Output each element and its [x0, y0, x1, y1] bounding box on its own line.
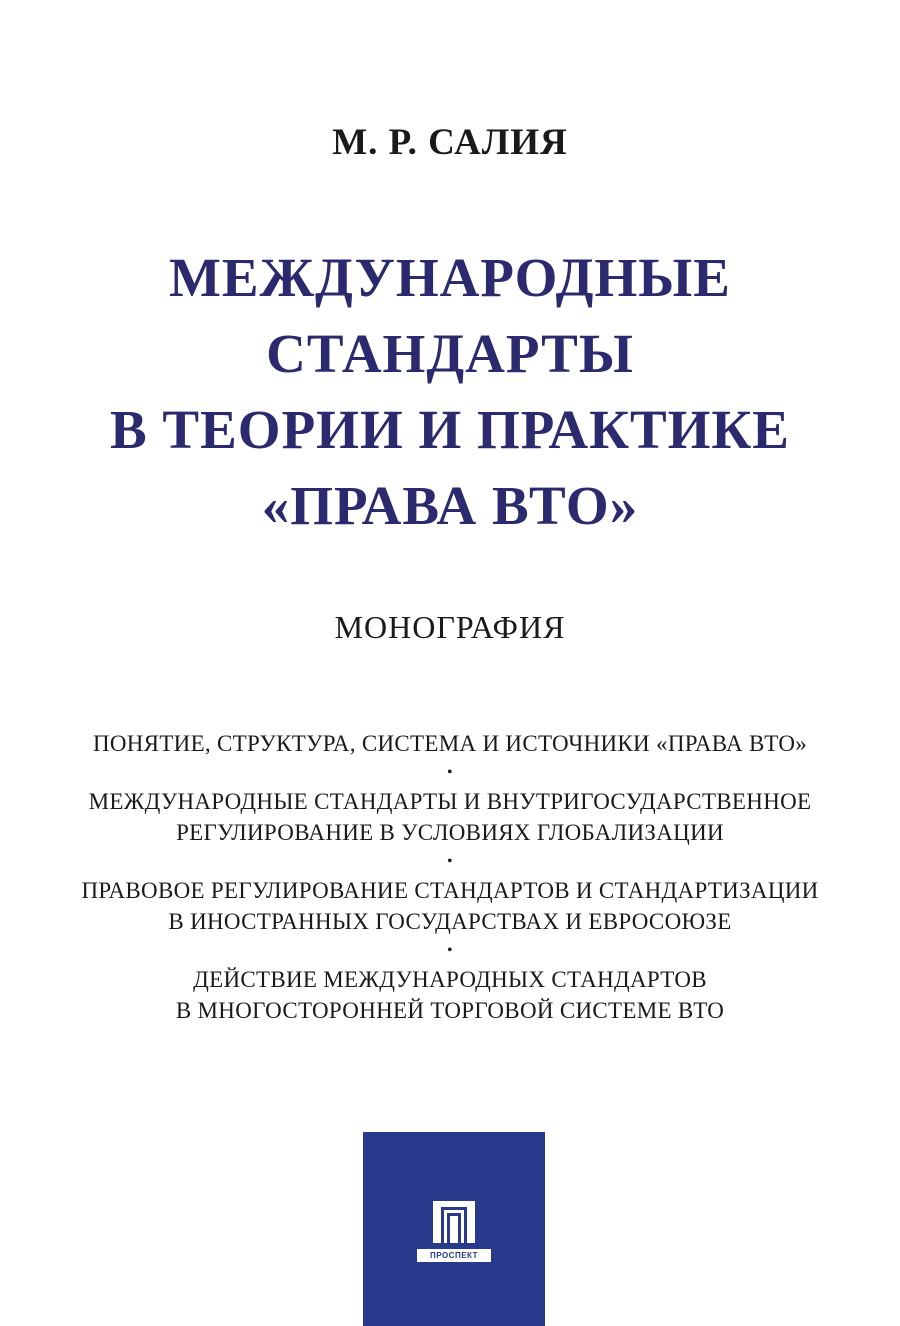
title-line: СТАНДАРТЫ: [266, 323, 634, 384]
topic-line: ПОНЯТИЕ, СТРУКТУРА, СИСТЕМА И ИСТОЧНИКИ «ПРАВА ВТО»: [92, 731, 808, 756]
author-name: М. Р. САЛИЯ: [332, 122, 568, 163]
bullet-separator: •: [447, 764, 453, 781]
topic-line: ДЕЙСТВИЕ МЕЖДУНАРОДНЫХ СТАНДАРТОВ: [193, 967, 707, 992]
bullet-separator: •: [447, 942, 453, 959]
topic-item: [0, 875, 900, 937]
topic-line: В МНОГОСТОРОННЕЙ ТОРГОВОЙ СИСТЕМЕ ВТО: [175, 998, 725, 1023]
genre-label: МОНОГРАФИЯ: [334, 609, 566, 645]
title-line: В ТЕОРИИ И ПРАКТИКЕ: [110, 399, 790, 460]
publisher-name: ПРОСПЕКТ: [417, 1249, 491, 1262]
bullet-separator: •: [447, 853, 453, 870]
topic-item: [0, 964, 900, 1026]
topic-line: В ИНОСТРАННЫХ ГОСУДАРСТВАХ И ЕВРОСОЮЗЕ: [168, 909, 732, 934]
book-title: [0, 240, 900, 544]
topic-line: МЕЖДУНАРОДНЫЕ СТАНДАРТЫ И ВНУТРИГОСУДАРСТВЕННОЕ: [88, 789, 812, 814]
topic-line: РЕГУЛИРОВАНИЕ В УСЛОВИЯХ ГЛОБАЛИЗАЦИИ: [176, 820, 724, 845]
topic-item: [0, 786, 900, 848]
topic-item: [0, 728, 900, 759]
title-line: МЕЖДУНАРОДНЫЕ: [169, 247, 731, 308]
title-line: «ПРАВА ВТО»: [261, 475, 639, 536]
topics-list: [0, 728, 900, 1026]
publisher-logo: [363, 1132, 545, 1326]
topic-line: ПРАВОВОЕ РЕГУЛИРОВАНИЕ СТАНДАРТОВ И СТАНДАРТИЗАЦИИ: [81, 878, 819, 903]
publisher-gate-icon: [433, 1201, 475, 1243]
